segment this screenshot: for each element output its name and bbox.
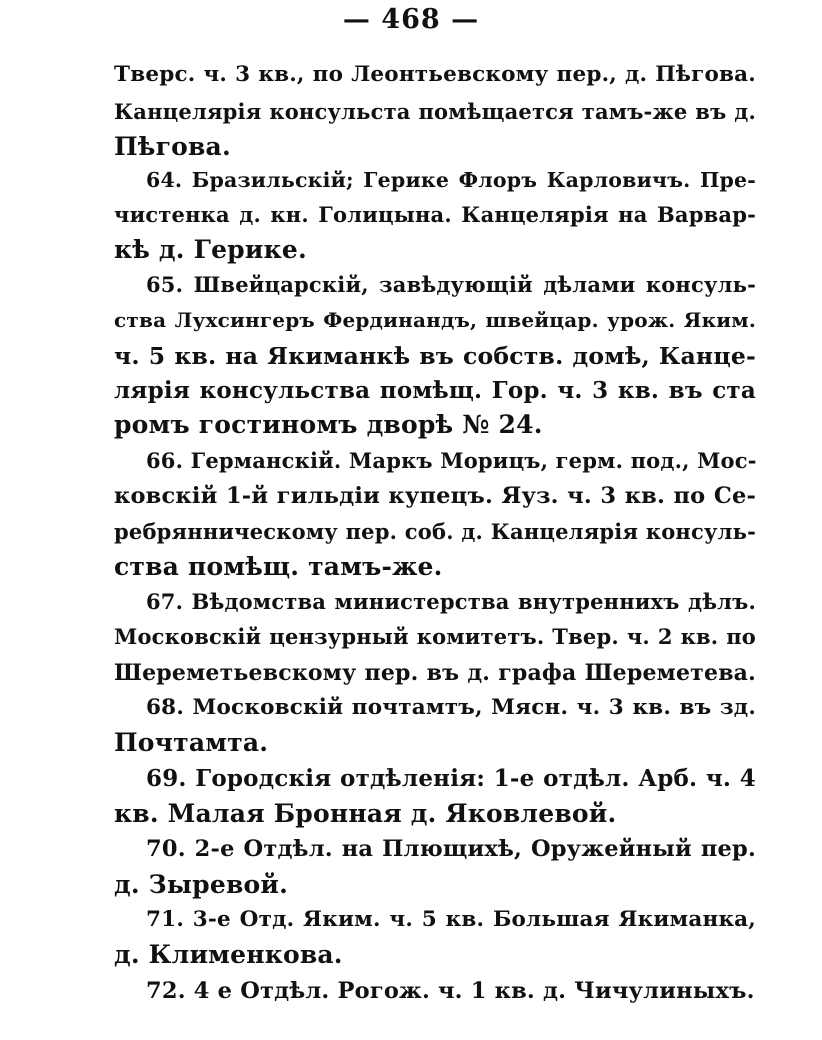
text-line: Шереметьевскому пер. въ д. графа Шереметева.: [114, 660, 756, 686]
text-line: 65. Швейцарскій, завѣдующій дѣлами консуль-: [146, 272, 756, 297]
text-line: Пѣгова.: [114, 132, 231, 161]
text-line: Почтамта.: [114, 728, 269, 757]
text-line: Московскій цензурный комитетъ. Твер. ч. 2 кв. по: [114, 624, 756, 649]
text-line: ч. 5 кв. на Якиманкѣ въ собств. домѣ, Канце-: [114, 342, 756, 370]
text-line: д. Зыревой.: [114, 870, 289, 899]
text-line: 72. 4 е Отдѣл. Рогож. ч. 1 кв. д. Чичулиныхъ.: [146, 978, 755, 1004]
text-line: 66. Германскій. Маркъ Морицъ, герм. под., Мос-: [146, 448, 757, 473]
text-line: ромъ гостиномъ дворѣ № 24.: [114, 410, 543, 439]
text-line: 67. Вѣдомства министерства внутреннихъ дѣлъ.: [146, 589, 756, 614]
text-line: 71. 3-е Отд. Яким. ч. 5 кв. Большая Якиманка,: [146, 907, 756, 932]
text-line: чистенка д. кн. Голицына. Канцелярія на Варвар-: [114, 202, 756, 227]
text-line: 69. Городскія отдѣленія: 1-е отдѣл. Арб. ч. 4: [146, 765, 756, 792]
text-line: кв. Малая Бронная д. Яковлевой.: [114, 799, 617, 828]
text-line: д. Клименкова.: [114, 940, 343, 969]
text-line: ства Лухсингеръ Фердинандъ, швейцар. урож. Яким.: [114, 308, 756, 332]
text-line: 64. Бразильскій; Герике Флоръ Карловичъ. Пре-: [146, 168, 756, 192]
text-line: Канцелярія консульста помѣщается тамъ-же въ д.: [114, 99, 756, 124]
page-number: — 468 —: [342, 4, 480, 35]
text-line: ства помѣщ. тамъ-же.: [114, 552, 443, 581]
text-line: лярія консульства помѣщ. Гор. ч. 3 кв. въ ста: [114, 377, 756, 404]
text-line: 70. 2-е Отдѣл. на Плющихѣ, Оружейный пер.: [146, 836, 756, 862]
text-line: 68. Московскій почтамтъ, Мясн. ч. 3 кв. въ зд.: [146, 695, 756, 720]
text-line: ковскій 1-й гильдіи купецъ. Яуз. ч. 3 кв. по Се-: [114, 483, 756, 509]
text-line: кѣ д. Герике.: [114, 235, 307, 264]
text-line: Тверс. ч. 3 кв., по Леонтьевскому пер., д. Пѣгова.: [114, 62, 756, 87]
text-line: ребрянническому пер. соб. д. Канцелярія консуль-: [114, 519, 756, 544]
